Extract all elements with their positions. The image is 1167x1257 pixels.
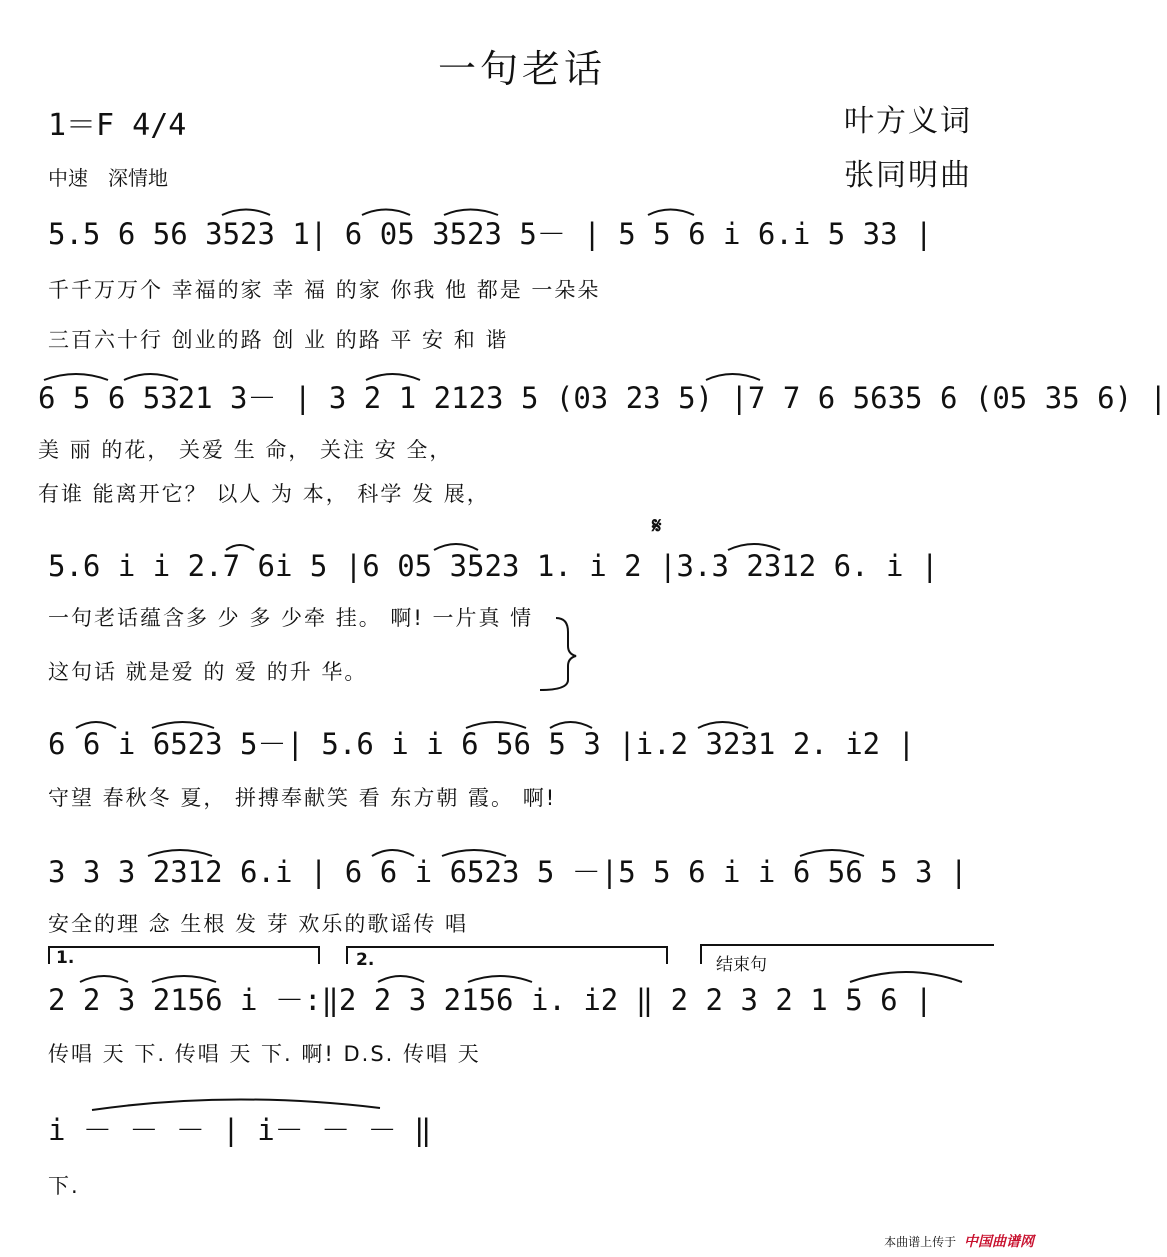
slur — [362, 210, 410, 216]
score-row-2-notes: 6 5 6 5321 3－ | 3 2 1 2123 5 (03 23 5) |7 7 6 5635 6 (05 35 6) | — [38, 381, 1167, 415]
slur — [850, 972, 962, 982]
lyricist-credit: 叶方义词 — [844, 104, 972, 139]
slur — [444, 210, 498, 216]
slur — [148, 850, 212, 856]
slur — [44, 374, 108, 380]
slur — [468, 976, 532, 982]
site-logo: 中国曲谱网 — [964, 1234, 1034, 1250]
slur — [550, 722, 592, 728]
score-row-1-lyrics-1: 千千万万个 幸福的家 幸 福 的家 你我 他 都是 一朵朵 — [48, 278, 601, 302]
slur — [152, 976, 216, 982]
footer-credit — [884, 1231, 1034, 1251]
slur — [226, 545, 254, 550]
slur — [466, 722, 526, 728]
slur — [372, 850, 414, 856]
key-signature: 1＝F 4/4 — [48, 108, 187, 143]
slur — [80, 976, 128, 982]
slur — [442, 850, 506, 856]
volta-2-label: 2. — [356, 950, 375, 970]
slur — [800, 850, 864, 856]
lyric-brace — [540, 618, 576, 690]
coda-label: 结束句 — [716, 955, 767, 975]
score-row-2-lyrics-1: 美 丽 的花， 关爱 生 命， 关注 安 全， — [38, 438, 453, 462]
score-row-7-lyrics-1: 下. — [48, 1174, 80, 1198]
score-row-4-lyrics-1: 守望 春秋冬 夏， 拼搏奉献笑 看 东方朝 霞。 啊! — [48, 786, 557, 810]
footer-upload-text: 本曲谱上传于 — [884, 1235, 957, 1249]
song-title: 一句老话 — [437, 47, 606, 91]
score-row-1-notes: 5.5 6 56 3523 1| 6 05 3523 5－ | 5 5 6 i 6.i 5 33 | — [48, 217, 933, 251]
slur — [152, 722, 214, 728]
composer-credit: 张同明曲 — [844, 158, 972, 193]
score-row-5-lyrics-1: 安全的理 念 生根 发 芽 欢乐的歌谣传 唱 — [48, 912, 469, 936]
slur — [76, 722, 116, 728]
score-row-3-lyrics-2: 这句话 就是爱 的 爱 的升 华。 — [48, 660, 368, 684]
slur — [434, 544, 478, 550]
slur — [728, 544, 780, 550]
score-row-6-notes: 2 2 3 2156 i －:‖2 2 3 2156 i. i2 ‖ 2 2 3 2 1 5 6 | — [48, 983, 933, 1017]
score-row-3-notes: 5.6 i i 2.7 6i 5 |6 05 3523 1. i 2 |3.3 2312 6. i | — [48, 549, 939, 583]
score-row-7-notes: i － － － | i－ － － ‖ — [48, 1113, 432, 1147]
slur — [378, 976, 424, 982]
score-row-5-notes: 3 3 3 2312 6.i | 6 6 i 6523 5 －|5 5 6 i i 6 56 5 3 | — [48, 855, 968, 889]
score-row-3-lyrics-1: 一句老话蕴含多 少 多 少牵 挂。 啊! 一片真 情 — [48, 606, 534, 630]
score-row-4-notes: 6 6 i 6523 5－| 5.6 i i 6 56 5 3 |i.2 3231 2. i2 | — [48, 727, 916, 761]
slur — [222, 210, 270, 216]
tie — [92, 1099, 380, 1110]
volta-1-label: 1. — [56, 948, 75, 968]
slur — [366, 374, 420, 380]
score-row-2-lyrics-2: 有谁 能离开它？ 以人 为 本， 科学 发 展， — [38, 482, 490, 506]
slur — [706, 374, 760, 380]
slur — [648, 210, 694, 216]
slur — [698, 722, 748, 728]
score-row-6-lyrics-1: 传唱 天 下. 传唱 天 下. 啊! D.S. 传唱 天 — [48, 1042, 481, 1066]
score-row-1-lyrics-2: 三百六十行 创业的路 创 业 的路 平 安 和 谐 — [48, 328, 509, 352]
segno-sign: 𝄋 — [652, 514, 662, 539]
slur — [124, 374, 178, 380]
tempo-marking: 中速 深情地 — [48, 166, 168, 190]
